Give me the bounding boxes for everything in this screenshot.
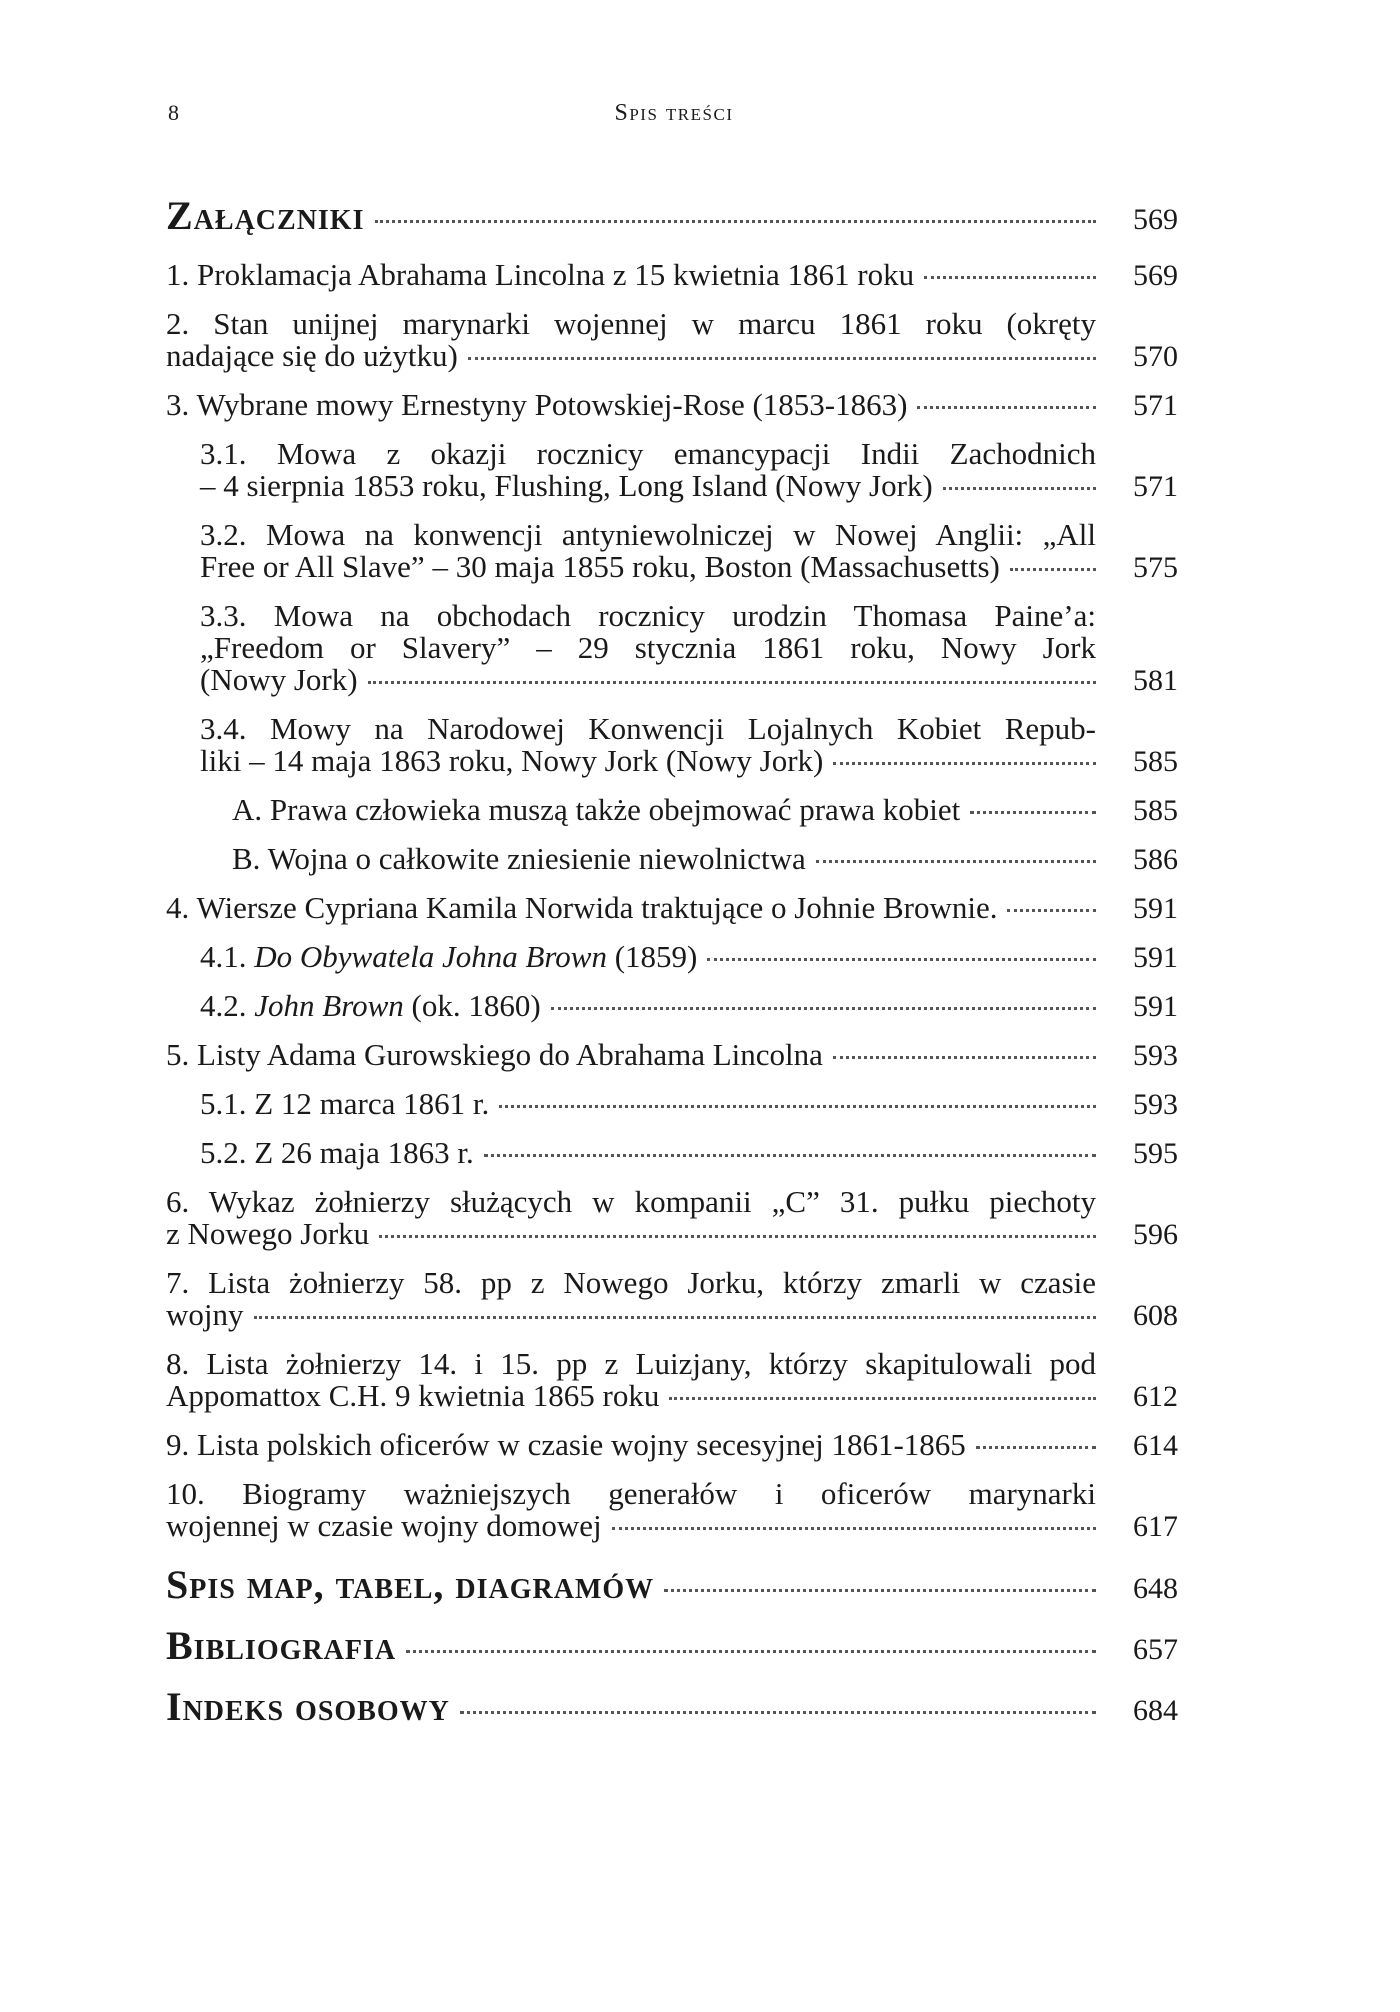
toc-entry-title-line: „Freedom or Slavery” – 29 stycznia 1861 roku, Nowy Jork	[200, 630, 1096, 665]
page-reference: 608	[1133, 1299, 1178, 1332]
toc-entry-spis	[166, 1562, 1178, 1609]
dot-leader	[499, 1105, 1096, 1108]
toc-entry-title-line: 8. Lista żołnierzy 14. i 15. pp z Luizjany, którzy skapitulowali pod	[166, 1346, 1096, 1381]
page-reference: 596	[1133, 1218, 1178, 1251]
page-reference: 569	[1133, 203, 1178, 236]
dot-leader	[484, 1154, 1096, 1157]
toc-entry-title-line: 10. Biogramy ważniejszych generałów i oficerów marynarki	[166, 1476, 1096, 1511]
toc-entry-B	[166, 843, 1178, 876]
page-reference: 617	[1133, 1510, 1178, 1543]
toc-entry-title: – 4 sierpnia 1853 roku, Flushing, Long Island (Nowy Jork)	[200, 468, 933, 503]
dot-leader	[551, 1007, 1096, 1010]
toc-entry-8	[166, 1348, 1178, 1413]
dot-leader	[368, 681, 1096, 684]
running-head	[168, 100, 1180, 140]
dot-leader	[379, 1235, 1096, 1238]
toc-entry-title-line: 3.3. Mowa na obchodach rocznicy urodzin Thomasa Paine’a:	[200, 598, 1096, 633]
toc-entry-title: nadające się do użytku)	[166, 338, 458, 373]
dot-leader	[833, 1056, 1096, 1059]
dot-leader	[669, 1397, 1096, 1400]
toc-entry-bibliografia	[166, 1623, 1178, 1670]
toc-entry-title: 5. Listy Adama Gurowskiego do Abrahama Lincolna	[166, 1037, 823, 1072]
toc-entry-title: Appomattox C.H. 9 kwietnia 1865 roku	[166, 1378, 660, 1413]
toc-entry-3	[166, 389, 1178, 422]
dot-leader	[1007, 909, 1096, 912]
toc-entry-title: Spis map, tabel, diagramów	[166, 1562, 655, 1607]
dot-leader	[375, 220, 1097, 223]
page-reference: 570	[1133, 340, 1178, 373]
toc-entry-4	[166, 892, 1178, 925]
page-reference: 648	[1133, 1572, 1178, 1605]
toc-entry-title: 3. Wybrane mowy Ernestyny Potowskiej-Rose (1853-1863)	[166, 387, 908, 422]
toc-entry-1	[166, 259, 1178, 292]
toc-entry-5	[166, 1039, 1178, 1072]
toc-entry-title: (Nowy Jork)	[200, 662, 358, 697]
dot-leader	[970, 811, 1096, 814]
dot-leader	[917, 406, 1096, 409]
toc-entry-date: (1859)	[606, 939, 698, 974]
toc-entry-title: liki – 14 maja 1863 roku, Nowy Jork (Nowy Jork)	[200, 743, 824, 778]
page-reference: 569	[1133, 259, 1178, 292]
toc-entry-A	[166, 794, 1178, 827]
dot-leader	[924, 276, 1096, 279]
dot-leader	[664, 1589, 1096, 1592]
page-reference: 575	[1133, 551, 1178, 584]
toc-entry-4-2	[166, 990, 1178, 1023]
toc-entry-7	[166, 1267, 1178, 1332]
toc-entry-title-line: 3.2. Mowa na konwencji antyniewolniczej w Nowej Anglii: „All	[200, 517, 1096, 552]
toc-entry-italic-title: Do Obywatela Johna Brown	[254, 939, 607, 974]
toc-entry-title-line: 3.1. Mowa z okazji rocznicy emancypacji Indii Zachodnich	[200, 436, 1096, 471]
toc-entry-title: 5.2. Z 26 maja 1863 r.	[200, 1135, 474, 1170]
toc-entry-title: Indeks osobowy	[166, 1684, 450, 1729]
toc-entry-title-line: 6. Wykaz żołnierzy służących w kompanii „C” 31. pułku piechoty	[166, 1184, 1096, 1219]
toc-entry-title: z Nowego Jorku	[166, 1216, 370, 1251]
toc-entry-title: wojny	[166, 1297, 244, 1332]
toc-entry-3-3	[166, 600, 1178, 697]
toc-entry-title-line: 2. Stan unijnej marynarki wojennej w marcu 1861 roku (okręty	[166, 306, 1096, 341]
page-reference: 612	[1133, 1380, 1178, 1413]
dot-leader	[254, 1316, 1097, 1319]
toc-entry-title: A. Prawa człowieka muszą także obejmować prawa kobiet	[232, 792, 961, 827]
toc-entry-number: 4.2.	[200, 988, 255, 1023]
page-reference: 593	[1133, 1039, 1178, 1072]
toc-entry-title: 4. Wiersze Cypriana Kamila Norwida traktujące o Johnie Brownie.	[166, 890, 998, 925]
dot-leader	[707, 958, 1096, 961]
page-reference: 585	[1133, 794, 1178, 827]
toc-entry-title: Załączniki	[166, 193, 365, 238]
toc-entry-3-2	[166, 519, 1178, 584]
page-reference: 591	[1133, 892, 1178, 925]
toc-entry-title-line: 7. Lista żołnierzy 58. pp z Nowego Jorku, którzy zmarli w czasie	[166, 1265, 1096, 1300]
dot-leader	[833, 762, 1096, 765]
toc-entry-title: 9. Lista polskich oficerów w czasie wojny secesyjnej 1861-1865	[166, 1427, 966, 1462]
toc-entry-title: Free or All Slave” – 30 maja 1855 roku, Boston (Massachusetts)	[200, 549, 1000, 584]
toc-entry-title: wojennej w czasie wojny domowej	[166, 1508, 602, 1543]
toc-entry-2	[166, 308, 1178, 373]
page-reference: 593	[1133, 1088, 1178, 1121]
page-reference: 684	[1133, 1694, 1178, 1727]
toc-entry-4-1	[166, 941, 1178, 974]
page-reference: 581	[1133, 664, 1178, 697]
page-reference: 591	[1133, 941, 1178, 974]
toc-entry-zalaczniki	[166, 193, 1178, 240]
toc-entry-title: 5.1. Z 12 marca 1861 r.	[200, 1086, 490, 1121]
toc-entry-5-1	[166, 1088, 1178, 1121]
toc-entry-date: (ok. 1860)	[403, 988, 541, 1023]
page-reference: 591	[1133, 990, 1178, 1023]
dot-leader	[612, 1527, 1096, 1530]
dot-leader	[1010, 568, 1096, 571]
page-number: 8	[168, 100, 179, 125]
toc-entry-title: Bibliografia	[166, 1623, 397, 1668]
page-reference: 586	[1133, 843, 1178, 876]
toc-entry-italic-title: John Brown	[254, 988, 404, 1023]
toc-entry-title	[200, 941, 697, 973]
page-reference: 585	[1133, 745, 1178, 778]
dot-leader	[943, 487, 1096, 490]
table-of-contents	[166, 193, 1178, 1748]
toc-entry-title: 1. Proklamacja Abrahama Lincolna z 15 kwietnia 1861 roku	[166, 257, 915, 292]
toc-entry-title	[200, 990, 541, 1022]
page-reference: 614	[1133, 1429, 1178, 1462]
toc-entry-3-4	[166, 713, 1178, 778]
toc-entry-5-2	[166, 1137, 1178, 1170]
dot-leader	[816, 860, 1096, 863]
toc-entry-indeks	[166, 1684, 1178, 1731]
page-reference: 595	[1133, 1137, 1178, 1170]
dot-leader	[460, 1711, 1096, 1714]
dot-leader	[468, 357, 1096, 360]
toc-entry-title-line: 3.4. Mowy na Narodowej Konwencji Lojalnych Kobiet Repub-	[200, 711, 1096, 746]
toc-entry-title: B. Wojna o całkowite zniesienie niewolnictwa	[232, 841, 806, 876]
toc-entry-6	[166, 1186, 1178, 1251]
page-reference: 571	[1133, 470, 1178, 503]
dot-leader	[976, 1446, 1096, 1449]
toc-entry-number: 4.1.	[200, 939, 255, 974]
toc-entry-9	[166, 1429, 1178, 1462]
page-reference: 571	[1133, 389, 1178, 422]
dot-leader	[406, 1650, 1096, 1653]
page-reference: 657	[1133, 1633, 1178, 1666]
toc-entry-3-1	[166, 438, 1178, 503]
running-title: Spis treści	[614, 100, 734, 126]
toc-entry-10	[166, 1478, 1178, 1543]
